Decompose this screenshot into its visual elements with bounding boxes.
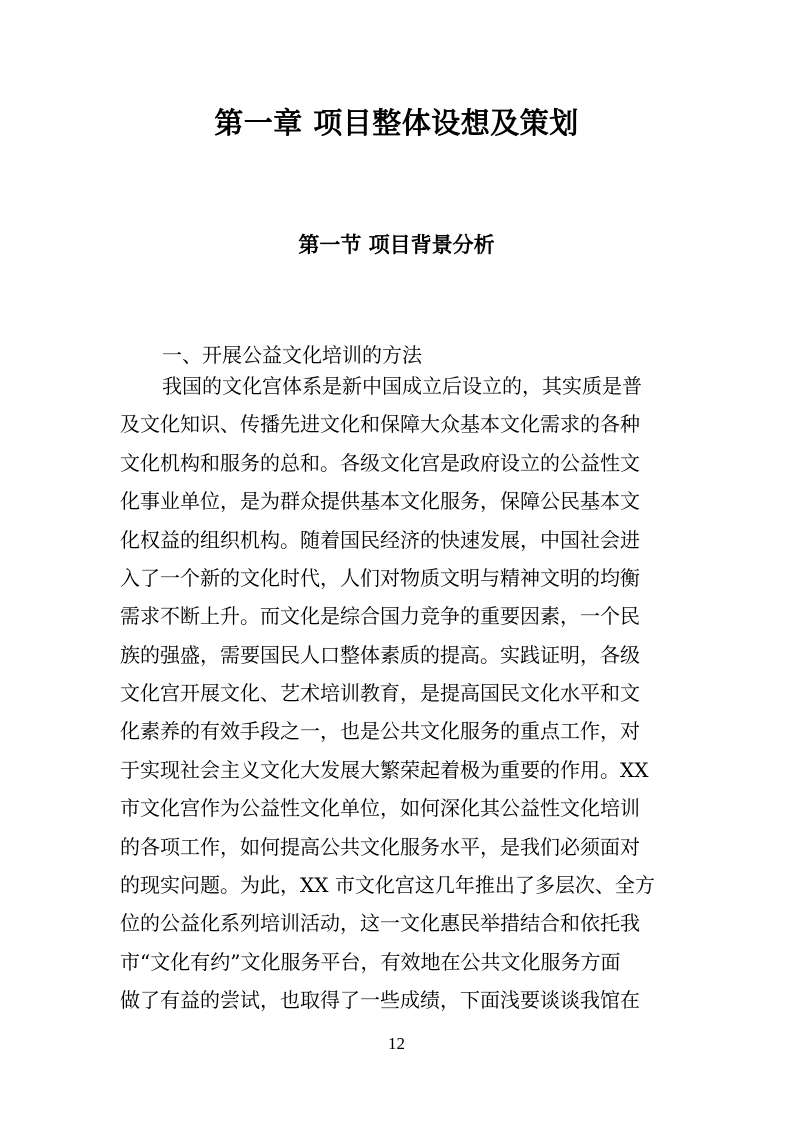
paragraph-line: 及文化知识、传播先进文化和保障大众基本文化需求的各种 bbox=[120, 412, 640, 436]
paragraph-line: 文化宫开展文化、艺术培训教育，是提高国民文化水平和文 bbox=[120, 681, 640, 705]
paragraph-line: 的现实问题。为此，XX 市文化宫这几年推出了多层次、全方 bbox=[120, 873, 655, 897]
paragraph-line: 的各项工作，如何提高公共文化服务水平，是我们必须面对 bbox=[120, 835, 640, 859]
page-number: 12 bbox=[388, 1034, 405, 1053]
paragraph-line: 市文化宫作为公益性文化单位，如何深化其公益性文化培训 bbox=[120, 796, 640, 820]
paragraph-line: 入了一个新的文化时代，人们对物质文明与精神文明的均衡 bbox=[120, 566, 640, 590]
paragraph-line: 市“文化有约”文化服务平台，有效地在公共文化服务方面 bbox=[120, 950, 621, 974]
paragraph-line: 于实现社会主义文化大发展大繁荣起着极为重要的作用。XX bbox=[120, 758, 649, 782]
paragraph-line: 做了有益的尝试，也取得了一些成绩，下面浅要谈谈我馆在 bbox=[120, 988, 640, 1012]
paragraph-line: 化事业单位，是为群众提供基本文化服务，保障公民基本文 bbox=[120, 489, 640, 513]
paragraph-line: 族的强盛，需要国民人口整体素质的提高。实践证明，各级 bbox=[120, 643, 640, 667]
paragraph-line: 文化机构和服务的总和。各级文化宫是政府设立的公益性文 bbox=[120, 451, 640, 475]
chapter-title: 第一章 项目整体设想及策划 bbox=[214, 106, 579, 140]
paragraph-line: 位的公益化系列培训活动，这一文化惠民举措结合和依托我 bbox=[120, 911, 640, 935]
subheading: 一、开展公益文化培训的方法 bbox=[162, 343, 422, 367]
section-title: 第一节 项目背景分析 bbox=[298, 232, 495, 257]
paragraph-line: 我国的文化宫体系是新中国成立后设立的，其实质是普 bbox=[162, 374, 642, 398]
paragraph-line: 需求不断上升。而文化是综合国力竞争的重要因素，一个民 bbox=[120, 604, 640, 628]
paragraph-line: 化素养的有效手段之一，也是公共文化服务的重点工作，对 bbox=[120, 719, 640, 743]
paragraph-line: 化权益的组织机构。随着国民经济的快速发展，中国社会进 bbox=[120, 528, 640, 552]
